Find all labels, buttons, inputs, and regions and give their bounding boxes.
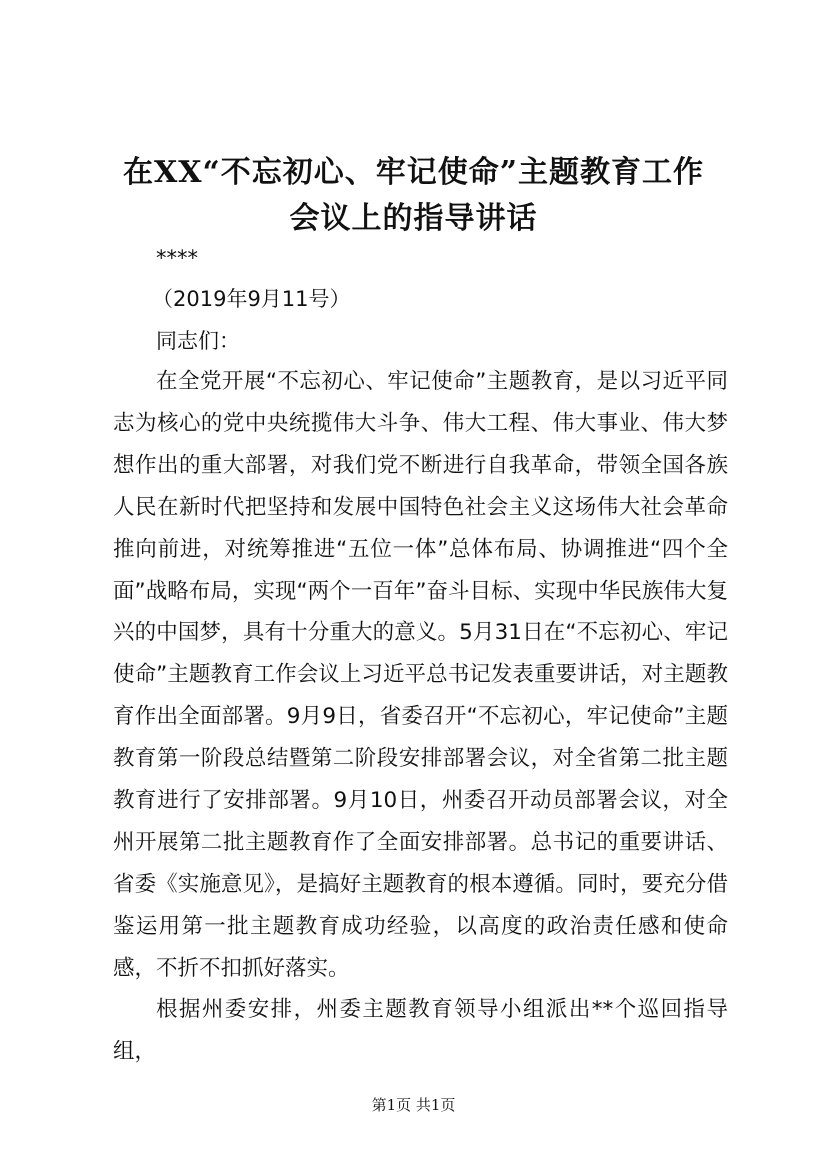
author-name: ****: [156, 246, 198, 270]
speech-date: （2019年9月11号）: [152, 287, 351, 311]
body-paragraph-2: 根据州委安排，州委主题教育领导小组派出**个巡回指导组，: [113, 997, 728, 1064]
body-paragraph-1: 在全党开展“不忘初心、牢记使命”主题教育，是以习近平同志为核心的党中央统揽伟大斗争、伟大工程、伟大事业、伟大梦想作出的重大部署，对我们党不断进行自我革命，带领全国各族人民在新时代把坚持和发展中国特色社会主义这场伟大社会革命推向前进，对统筹推进“五位一体”总体布局、协调推进“四个全面”战略布局，实现“两个一百年”奋斗目标、实现中华民族伟大复兴的中国梦，具有十分重大的意义。5月31日在“不忘初心、牢记使命”主题教育工作会议上习近平总书记发表重要讲话，对主题教育作出全面部署。9月9日，省委召开“不忘初心，牢记使命”主题教育第一阶段总结暨第二阶段安排部署会议，对全省第二批主题教育进行了安排部署。9月10日，州委召开动员部署会议，对全州开展第二批主题教育作了全面安排部署。总书记的重要讲话、省委《实施意见》，是搞好主题教育的根本遵循。同时，要充分借鉴运用第一批主题教育成功经验，以高度的政治责任感和使命感，不折不扣抓好落实。: [113, 369, 728, 981]
document-title-line-1: 在XX“不忘初心、牢记使命”主题教育工作: [122, 155, 705, 190]
salutation: 同志们：: [156, 329, 240, 353]
document-title-line-2: 会议上的指导讲话: [289, 201, 538, 236]
page-footer: 第1页 共1页: [371, 1096, 456, 1114]
